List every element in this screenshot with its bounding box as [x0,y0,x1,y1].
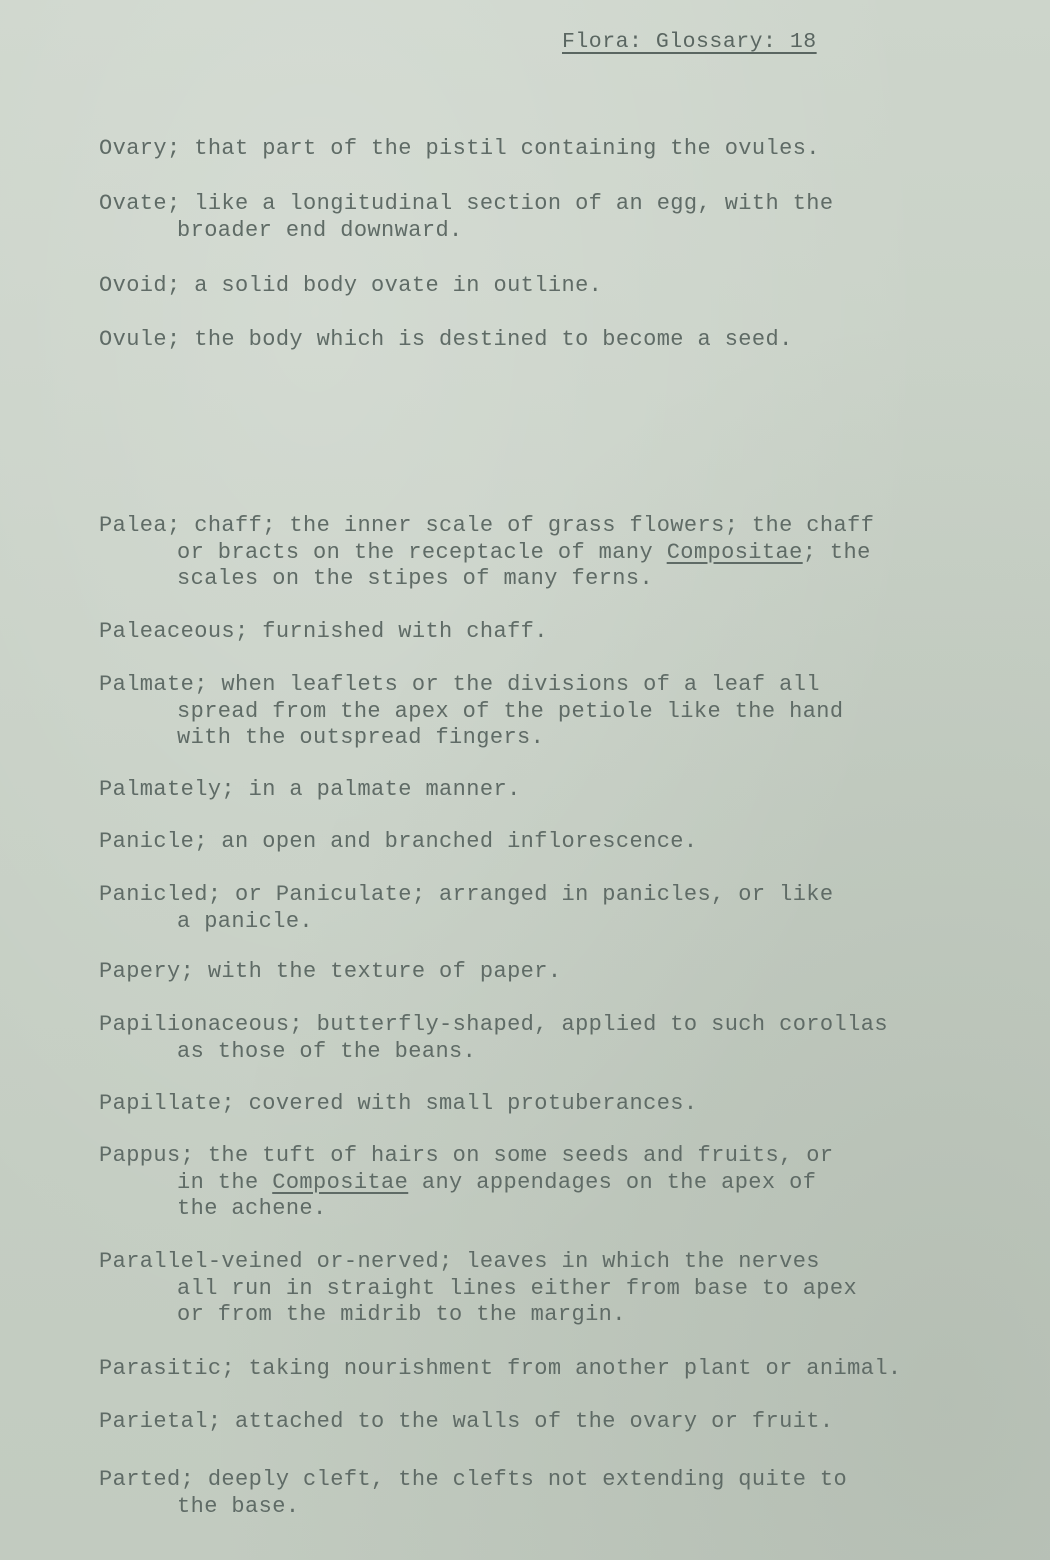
entry-line: Panicle; an open and branched inflorescence. [99,829,698,854]
entry-line: Ovoid; a solid body ovate in outline. [99,273,603,298]
entry-line: the achene. [177,1196,327,1221]
glossary-entry-panicled [99,882,834,935]
entry-line: Papery; with the texture of paper. [99,959,562,984]
glossary-entry-pappus [99,1143,834,1223]
glossary-entry-palmately [99,777,521,804]
italic-term-compositae: Compositae [272,1169,409,1195]
entry-text: in the [177,1169,273,1195]
glossary-entry-ovule [99,327,793,354]
entry-line: Pappus; the tuft of hairs on some seeds and fruits, or [99,1143,834,1168]
entry-text: any appendages on the apex of [408,1169,817,1195]
entry-line: Palea; chaff; the inner scale of grass flowers; the chaff [99,513,875,538]
entry-line: Papillate; covered with small protuberances. [99,1091,698,1116]
entry-line: Ovule; the body which is destined to become a seed. [99,327,793,352]
entry-line: Papilionaceous; butterfly-shaped, applied to such corollas [99,1012,888,1037]
entry-line: Ovary; that part of the pistil containing the ovules. [99,136,820,161]
entry-line [99,540,874,567]
italic-term-compositae: Compositae [666,539,803,565]
entry-text: ; the [802,539,871,565]
glossary-entry-palea [99,513,874,593]
entry-line: Palmate; when leaflets or the divisions of a leaf all [99,672,820,697]
entry-line: the base. [177,1493,300,1519]
glossary-entry-parallel-veined [99,1249,857,1329]
entry-line: Parasitic; taking nourishment from another plant or animal. [99,1356,902,1381]
entry-text: or bracts on the receptacle of many [177,539,667,565]
entry-line: Paleaceous; furnished with chaff. [99,619,548,644]
glossary-entry-ovary [99,136,820,163]
page-header: Flora: Glossary: 18 [562,30,817,54]
entry-line: as those of the beans. [177,1038,477,1064]
entry-line: Palmately; in a palmate manner. [99,777,521,802]
glossary-entry-papillate [99,1091,698,1118]
entry-line: Parted; deeply cleft, the clefts not extending quite to [99,1467,848,1492]
glossary-entry-papilionaceous [99,1012,888,1065]
entry-line: all run in straight lines either from base to apex [177,1275,858,1301]
entry-line: with the outspread fingers. [177,725,545,750]
entry-line: scales on the stipes of many ferns. [177,566,654,591]
entry-line: broader end downward. [177,217,463,243]
glossary-entry-ovoid [99,273,602,300]
entry-line: spread from the apex of the petiole like the hand [177,698,844,724]
entry-line: Parallel-veined or-nerved; leaves in which the nerves [99,1249,820,1274]
entry-line: or from the midrib to the margin. [177,1302,626,1327]
entry-line: Ovate; like a longitudinal section of an egg, with the [99,191,834,216]
glossary-entry-paleaceous [99,619,548,646]
glossary-entry-parietal [99,1409,834,1436]
entry-line: Panicled; or Paniculate; arranged in panicles, or like [99,882,834,907]
glossary-entry-parted [99,1467,847,1520]
entry-line: Parietal; attached to the walls of the ovary or fruit. [99,1409,834,1434]
entry-line [99,1170,834,1197]
glossary-entry-panicle [99,829,698,856]
glossary-entry-papery [99,959,561,986]
entry-line: a panicle. [177,908,314,934]
glossary-entry-ovate [99,191,834,244]
glossary-entry-parasitic [99,1356,902,1383]
glossary-entry-palmate [99,672,844,752]
